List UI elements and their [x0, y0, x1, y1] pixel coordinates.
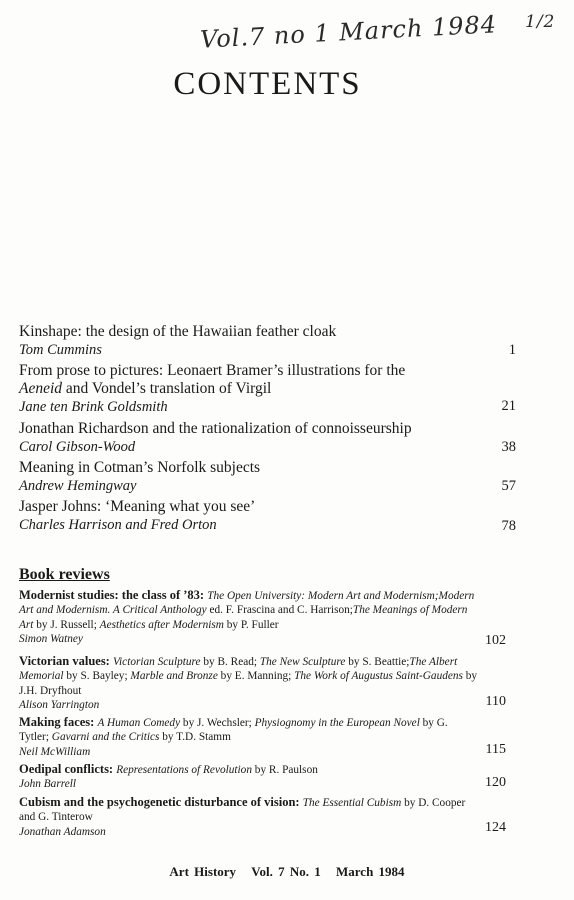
review-book-title: The Open University: Modern Art and Modernism;: [207, 590, 439, 602]
review-author: Simon Watney: [19, 632, 83, 645]
review-entry: [19, 654, 479, 712]
review-text: by S. Beattie;: [345, 656, 410, 668]
article-page: 1: [508, 342, 516, 358]
review-text: by S. Bayley;: [63, 670, 131, 683]
review-heading: Making faces:: [19, 715, 98, 729]
article-title-line: From prose to pictures: Leonaert Bramer’s illustrations for the: [19, 362, 406, 379]
footer-date: March 1984: [336, 864, 405, 879]
review-book-title: The Work of Augustus Saint-Gaudens: [294, 670, 463, 683]
review-book-title: The Meanings of Modern Art: [19, 604, 468, 631]
review-page: 102: [485, 633, 506, 648]
article-title: Jasper Johns: ‘Meaning what you see’: [19, 498, 256, 515]
review-heading: Oedipal conflicts:: [19, 762, 117, 776]
article-page: 38: [501, 439, 516, 455]
review-book-title: Gavarni and the Critics: [51, 731, 160, 744]
article-author: Tom Cummins: [19, 342, 102, 358]
review-book-title: Aesthetics after Modernism: [99, 618, 224, 631]
article-page: 57: [501, 478, 516, 494]
book-reviews-heading: Book reviews: [19, 566, 110, 583]
review-heading: Modernist studies: the class of ’83:: [19, 588, 208, 602]
article-author: Andrew Hemingway: [19, 478, 137, 494]
article-entry: [19, 420, 519, 456]
review-text: by G. Tytler;: [19, 717, 448, 744]
page-title: CONTENTS: [173, 66, 362, 102]
page-footer: [0, 864, 574, 880]
article-title: Kinshape: the design of the Hawaiian feather cloak: [19, 323, 337, 340]
review-book-title: Representations of Revolution: [116, 764, 252, 776]
review-book-title: The Essential Cubism: [302, 797, 402, 809]
review-author: John Barrell: [19, 778, 76, 791]
article-author: Charles Harrison and Fred Orton: [19, 517, 217, 533]
review-heading: Cubism and the psychogenetic disturbance of vision:: [19, 795, 303, 809]
review-book-title: Victorian Sculpture: [112, 656, 201, 668]
review-page: 110: [485, 694, 506, 709]
review-book-title: Physiognomy in the European Novel: [254, 717, 420, 729]
article-entry: [19, 362, 519, 416]
review-text: by J. Russell;: [33, 618, 100, 631]
review-text: by J.H. Dryfhout: [19, 670, 478, 697]
article-entry: [19, 498, 519, 534]
article-title-em: Aeneid: [19, 380, 63, 397]
review-author: Alison Yarrington: [19, 698, 100, 711]
review-page: 120: [485, 775, 506, 790]
review-book-title: The New Sculpture: [259, 656, 346, 668]
article-title: [19, 362, 519, 398]
article-entry: [19, 323, 519, 359]
review-entry: [19, 715, 479, 759]
review-page: 124: [485, 820, 506, 835]
review-book-title: A Human Comedy: [97, 717, 181, 729]
footer-volume: Vol. 7 No. 1: [251, 864, 321, 879]
review-text: by P. Fuller: [223, 618, 279, 631]
footer-journal: Art History: [169, 864, 237, 879]
review-book-title: Modern Art and Modernism. A Critical Anthology: [19, 590, 475, 617]
review-text: ed. F. Frascina and C. Harrison;: [206, 604, 353, 617]
review-book-title: Marble and Bronze: [130, 670, 218, 683]
article-entry: [19, 459, 519, 495]
article-author: Jane ten Brink Goldsmith: [19, 399, 168, 415]
handwritten-issue-note: Vol.7 no 1 March 1984: [199, 10, 498, 54]
review-text: by E. Manning;: [217, 670, 295, 683]
review-text: by B. Read;: [200, 656, 260, 668]
review-text: by J. Wechsler;: [180, 717, 255, 729]
article-page: 78: [501, 518, 516, 534]
article-page: 21: [501, 398, 516, 414]
review-author: Neil McWilliam: [19, 745, 91, 758]
review-page: 115: [485, 742, 506, 757]
review-book-title: The Albert Memorial: [19, 656, 458, 683]
article-author: Carol Gibson-Wood: [19, 439, 136, 455]
review-text: by R. Paulson: [251, 764, 318, 776]
article-title: Meaning in Cotman’s Norfolk subjects: [19, 459, 261, 476]
review-entry: [19, 762, 479, 792]
review-author: Jonathan Adamson: [19, 825, 106, 838]
review-text: by T.D. Stamm: [159, 731, 231, 744]
article-title-line: and Vondel’s translation of Virgil: [62, 380, 272, 397]
review-entry: [19, 588, 479, 646]
review-text: by D. Cooper and G. Tinterow: [19, 797, 466, 824]
article-title: Jonathan Richardson and the rationalization of connoisseurship: [19, 420, 412, 437]
review-entry: [19, 795, 479, 839]
review-heading: Victorian values:: [19, 654, 113, 668]
handwritten-page-mark: 1/2: [525, 12, 556, 32]
